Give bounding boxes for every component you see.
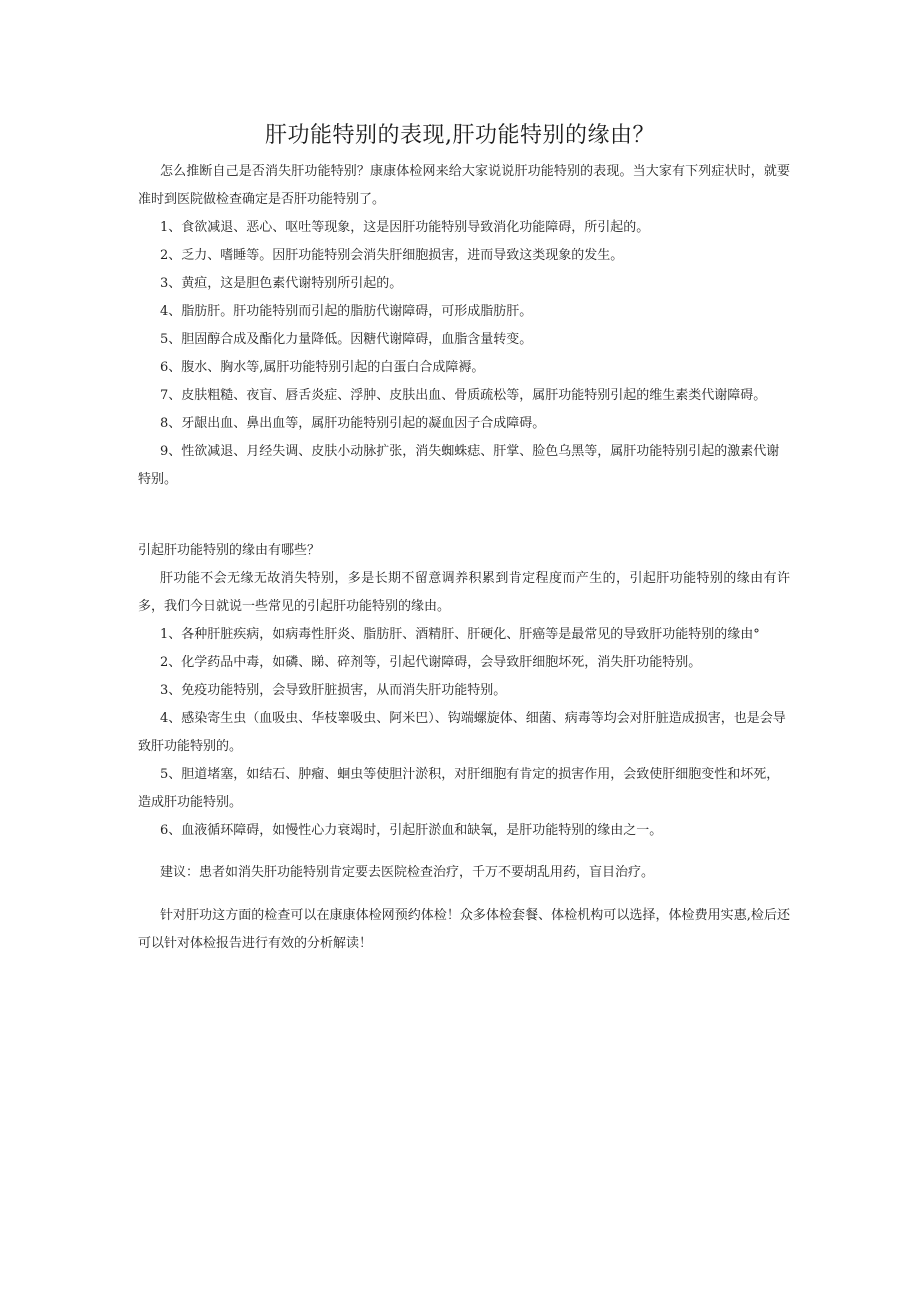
list-item: 7、皮肤粗糙、夜盲、唇舌炎症、浮肿、皮肤出血、骨质疏松等，属肝功能特别引起的维生素类代谢障碍。 (160, 388, 767, 403)
closing-paragraph: 针对肝功这方面的检查可以在康康体检网预约体检！众多体检套餐、体检机构可以选择，体检费用实惠,检后还可以针对体检报告进行有效的分析解读！ (138, 908, 790, 951)
section-causes (138, 537, 790, 845)
list-item: 3、免疫功能特别，会导致肝脏损害，从而消失肝功能特别。 (160, 683, 507, 698)
intro-paragraph: 肝功能不会无缘无故消失特别，多是长期不留意调养积累到肯定程度而产生的，引起肝功能特别的缘由有许多，我们今日就说一些常见的引起肝功能特别的缘由。 (138, 571, 790, 614)
list-item: 6、腹水、胸水等,属肝功能特别引起的白蛋白合成障褥。 (160, 360, 485, 375)
list-item: 2、乏力、嗜睡等。因肝功能特别会消失肝细胞损害，进而导致这类现象的发生。 (160, 248, 624, 263)
list-item: 4、感染寄生虫（血吸虫、华枝睾吸虫、阿米巴）、钩端螺旋体、细菌、病毒等均会对肝脏造成损害，也是会导致肝功能特别的。 (138, 711, 786, 754)
section-symptoms (138, 158, 790, 494)
list-item: 1、食欲减退、恶心、呕吐等现象，这是因肝功能特别导致消化功能障碍，所引起的。 (160, 220, 650, 235)
list-item: 3、黄疸，这是胆色素代谢特别所引起的。 (160, 276, 403, 291)
advice-paragraph: 建议：患者如消失肝功能特别肯定要去医院检查治疗，千万不要胡乱用药，盲目治疗。 (160, 865, 655, 880)
list-item: 6、血液循环障碍，如慢性心力衰竭时，引起肝淤血和缺氧，是肝功能特别的缘由之一。 (160, 823, 663, 838)
section-heading: 引起肝功能特别的缘由有哪些？ (138, 543, 321, 558)
closing-block (138, 902, 790, 958)
advice-block (138, 859, 790, 887)
page-title: 肝功能特别的表现,肝功能特别的缘由？ (265, 123, 655, 148)
list-item: 5、胆固醇合成及酯化力量降低。因糖代谢障碍，血脂含量转变。 (160, 332, 533, 347)
list-item: 5、胆道堵塞，如结石、肿瘤、蛔虫等使胆汁淤积，对肝细胞有肯定的损害作用，会致使肝细胞变性和坏死，造成肝功能特别。 (138, 767, 780, 810)
list-item: 9、性欲减退、月经失调、皮肤小动脉扩张，消失蜘蛛痣、肝掌、脸色乌黑等，属肝功能特别引起的激素代谢特别。 (138, 444, 780, 487)
list-item: 1、各种肝脏疾病，如病毒性肝炎、脂肪肝、酒精肝、肝硬化、肝癌等是最常见的导致肝功能特别的缘由° (160, 627, 760, 642)
intro-paragraph: 怎么推断自己是否消失肝功能特别？康康体检网来给大家说说肝功能特别的表现。当大家有下列症状时，就要准时到医院做检查确定是否肝功能特别了。 (138, 164, 790, 207)
list-item: 2、化学药品中毒，如磷、睇、碎剂等，引起代谢障碍，会导致肝细胞坏死，消失肝功能特别。 (160, 655, 702, 670)
list-item: 4、脂肪肝。肝功能特别而引起的脂肪代谢障碍，可形成脂肪肝。 (160, 304, 533, 319)
list-item: 8、牙龈出血、鼻出血等，属肝功能特别引起的凝血因子合成障碍。 (160, 416, 546, 431)
